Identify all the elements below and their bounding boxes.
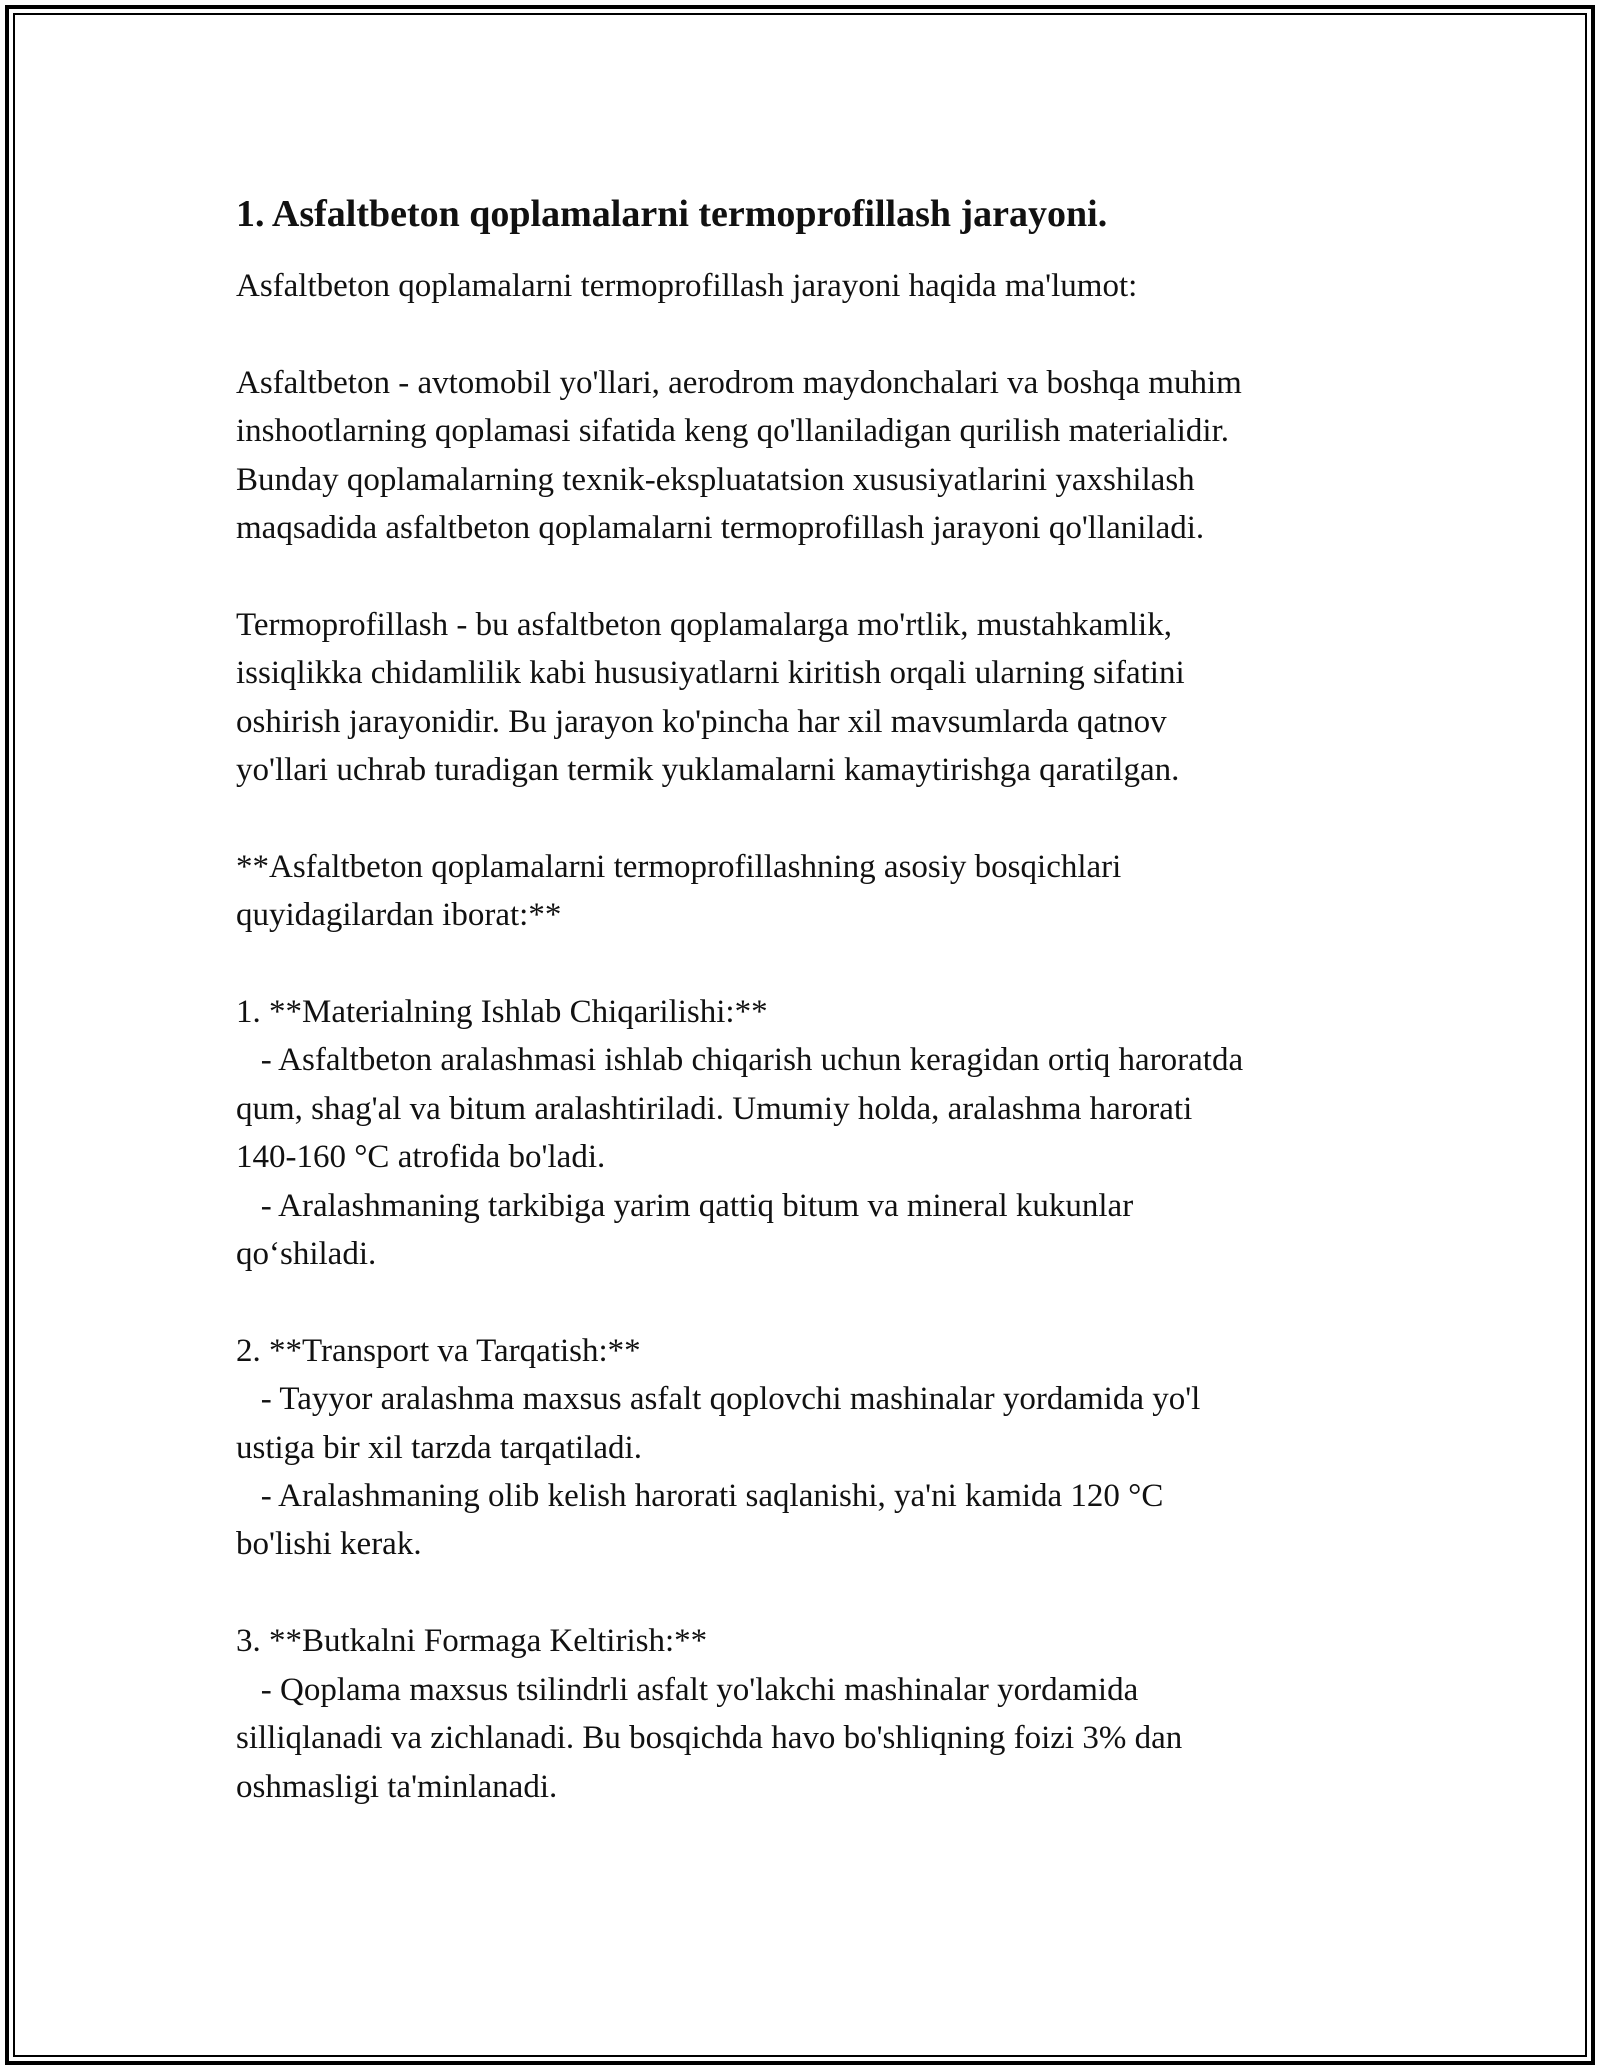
stage-item-3 xyxy=(236,1617,1386,1811)
spacer xyxy=(236,310,1386,358)
spacer xyxy=(236,1278,1386,1326)
spacer xyxy=(236,552,1386,600)
stage-body: - Asfaltbeton aralashmasi ishlab chiqarish uchun keragidan ortiq haroratda qum, shag'al va bitum aralashtiriladi. Umumiy holda, aralashma harorati 140-160 °C atrofida bo'ladi. - Aralashmaning tarkibiga yarim qattiq bitum va mineral kukunlar qo‘shiladi. xyxy=(236,1042,1244,1273)
paragraph-termoprofillash: Termoprofillash - bu asfaltbeton qoplamalarga mo'rtlik, mustahkamlik, issiqlikka chidamlilik kabi hususiyatlarni kiritish orqali ularning sifatini oshirish jarayonidir. Bu jarayon ko'pincha har xil mavsumlarda qatnov yo'llari uchrab turadigan termik yuklamalarni kamaytirishga qaratilgan. xyxy=(236,606,1185,789)
stages-heading: **Asfaltbeton qoplamalarni termoprofillashning asosiy bosqichlari quyidagilardan iborat:** xyxy=(236,848,1122,934)
stage-title: 2. **Transport va Tarqatish:** xyxy=(236,1332,641,1369)
document-body xyxy=(236,188,1386,1811)
stage-item-1 xyxy=(236,988,1386,1278)
document-title: 1. Asfaltbeton qoplamalarni termoprofillash jarayoni. xyxy=(236,193,1108,235)
stage-body: - Qoplama maxsus tsilindrli asfalt yo'lakchi mashinalar yordamida silliqlanadi va zichlanadi. Bu bosqichda havo bo'shliqning foizi 3% dan oshmasligi ta'minlanadi. xyxy=(236,1671,1183,1805)
intro-line: Asfaltbeton qoplamalarni termoprofillash jarayoni haqida ma'lumot: xyxy=(236,268,1138,304)
spacer xyxy=(236,940,1386,988)
stage-title: 1. **Materialning Ishlab Chiqarilishi:** xyxy=(236,994,768,1031)
paragraph-asfaltbeton: Asfaltbeton - avtomobil yo'llari, aerodrom maydonchalari va boshqa muhim inshootlarning qoplamasi sifatida keng qo'llaniladigan qurilish materialidir. Bunday qoplamalarning texnik-ekspluatatsion xususiyatlarini yaxshilash maqsadida asfaltbeton qoplamalarni termoprofillash jarayoni qo'llaniladi. xyxy=(236,364,1242,547)
stage-item-2 xyxy=(236,1327,1386,1569)
spacer xyxy=(236,794,1386,842)
stage-body: - Tayyor aralashma maxsus asfalt qoplovchi mashinalar yordamida yo'l ustiga bir xil tarzda tarqatiladi. - Aralashmaning olib kelish harorati saqlanishi, ya'ni kamida 120 °C bo'lishi kerak. xyxy=(236,1381,1201,1563)
spacer xyxy=(236,1569,1386,1617)
stage-title: 3. **Butkalni Formaga Keltirish:** xyxy=(236,1623,708,1660)
